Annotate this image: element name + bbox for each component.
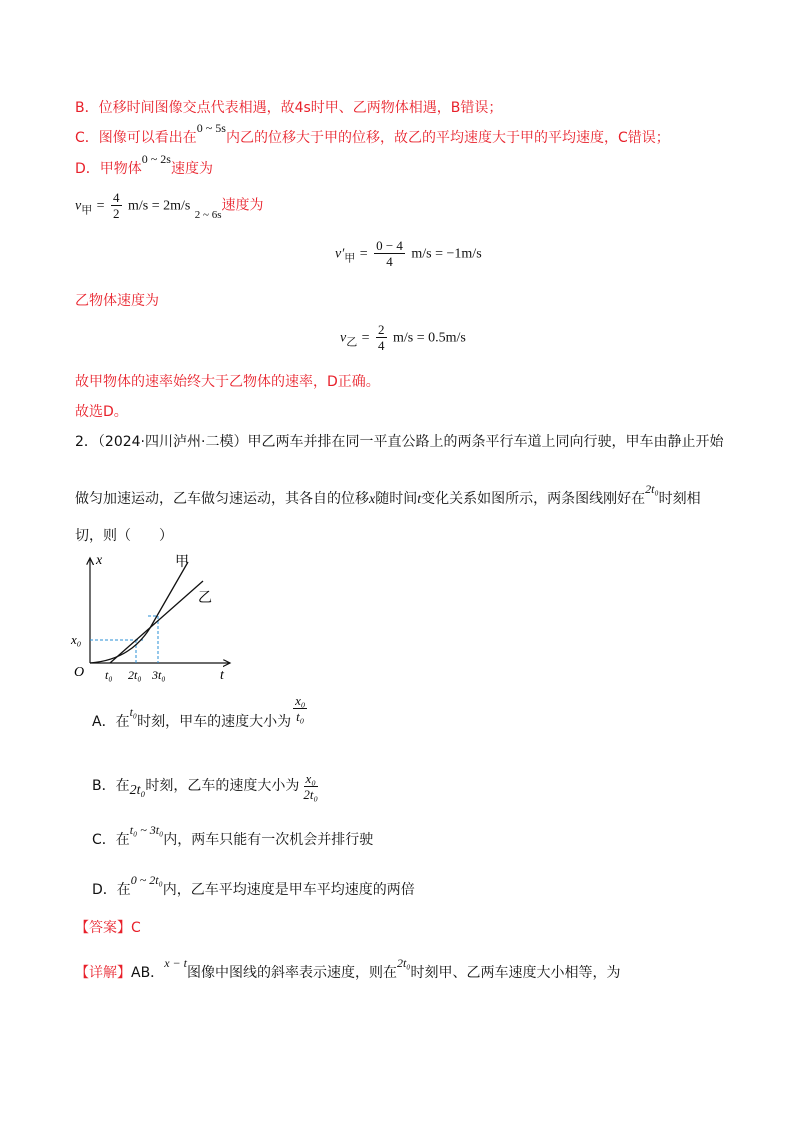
- question-line-3: 切，则（ ）: [75, 528, 173, 544]
- question-source: （2024·四川泸州·二模）: [97, 434, 248, 450]
- eq-sub: 甲: [81, 204, 93, 217]
- detail-text: 时刻甲、乙两车速度大小相等，为: [410, 965, 621, 981]
- question-text: 做匀加速运动，乙车做匀速运动，其各自的位移: [75, 491, 369, 507]
- text: D．甲物体: [75, 161, 142, 177]
- eq-sub: 甲: [344, 252, 356, 265]
- axis-label-t: t: [220, 668, 224, 683]
- eq-sub: 乙: [346, 336, 358, 349]
- question-line-2: [75, 484, 701, 515]
- text: 速度为: [170, 161, 213, 177]
- line-label-yi: 乙: [198, 591, 212, 606]
- math-2t0: 2t₀: [129, 783, 146, 798]
- option-text: C．在: [92, 832, 130, 848]
- tick-t0: t₀: [105, 668, 113, 682]
- fraction-den: 4: [386, 254, 393, 269]
- question-text: 甲乙两车并排在同一平直公路上的两条平行车道上同向行驶，甲车由静止开始: [247, 434, 724, 450]
- detail-label: 【详解】: [75, 965, 131, 981]
- option-fraction: [293, 693, 307, 724]
- option-c: [92, 822, 373, 858]
- fraction-num: x₀: [305, 770, 316, 786]
- option-text: 内，乙车平均速度是甲车平均速度的两倍: [162, 882, 415, 898]
- solution-line-d: [75, 152, 213, 179]
- question-text: 变化关系如图所示，两条图线刚好在: [421, 491, 646, 507]
- equation-v-jia: $v_甲$ = $\frac{4}{2}$ m/s = 2m/s $_{2 \sim 6s}$速度为: [75, 190, 264, 221]
- origin-label: O: [74, 665, 85, 680]
- fraction-num: 2: [378, 322, 385, 337]
- math-range: 0 ~ 5s: [196, 121, 226, 135]
- math-range: 0 ~ 2t₀: [130, 873, 163, 887]
- option-text: D．在: [92, 882, 131, 898]
- solution-selection: 故选D。: [75, 404, 128, 420]
- solution-line-b: B．位移时间图像交点代表相遇，故4s时甲、乙两物体相遇，B错误；: [75, 100, 503, 116]
- text: C．图像可以看出在: [75, 130, 197, 146]
- detail-text: 图像中图线的斜率表示速度，则在: [186, 965, 397, 981]
- fraction-den: 2: [113, 206, 120, 221]
- eq-lhs: v: [340, 330, 347, 346]
- option-a: [92, 692, 309, 740]
- axis-label-x: x: [96, 553, 103, 568]
- fraction-den: t₀: [296, 708, 305, 724]
- eq-rhs: m/s = 0.5m/s: [392, 330, 466, 346]
- tick-2t0: 2t₀: [128, 668, 142, 682]
- equation-v-yi: $v_乙$ = $\frac{2}{4}$ m/s = 0.5m/s: [340, 322, 466, 353]
- fraction-den: 2t₀: [303, 786, 319, 802]
- question-line-1: [75, 432, 723, 452]
- label-x0: x₀: [71, 632, 82, 647]
- var-t: t: [417, 492, 422, 507]
- eq-rhs: m/s = 2m/s: [127, 198, 191, 214]
- curve-jia: [90, 562, 188, 663]
- eq-fraction: [376, 322, 387, 353]
- eq-fraction: [374, 238, 405, 269]
- math-range: 0 ~ 2s: [141, 152, 171, 166]
- answer-line: [75, 918, 141, 938]
- solution-line-c: [75, 121, 670, 148]
- detail-line: [75, 958, 620, 988]
- eq-rhs: m/s = −1m/s: [411, 246, 482, 262]
- option-d: [92, 872, 415, 908]
- fraction-num: x₀: [295, 692, 306, 708]
- xt-graph: [70, 548, 250, 688]
- solution-line-yi: 乙物体速度为: [75, 293, 159, 309]
- curve-label-jia: 甲: [175, 555, 189, 570]
- eq-fraction: [111, 190, 122, 221]
- tick-3t0: 3t₀: [152, 668, 166, 682]
- solution-conclusion: 故甲物体的速率始终大于乙物体的速率，D正确。: [75, 374, 380, 390]
- math-range: t₀ ~ 3t₀: [129, 823, 164, 837]
- detail-text: AB．: [131, 965, 165, 981]
- question-text: 随时间: [375, 491, 418, 507]
- option-text: B．在: [92, 778, 130, 794]
- option-text: 内，两车只能有一次机会并排行驶: [163, 832, 374, 848]
- fraction-num: 0 − 4: [376, 238, 403, 253]
- text: 内乙的位移大于甲的位移，故乙的平均速度大于甲的平均速度，C错误；: [225, 130, 670, 146]
- option-fraction: [301, 771, 320, 802]
- math-t0: t₀: [129, 705, 138, 719]
- var-x: x: [369, 492, 376, 507]
- fraction-den: 4: [378, 338, 385, 353]
- answer-value: C: [131, 920, 141, 936]
- math-xt: x − t: [164, 956, 187, 970]
- eq-lhs: v: [75, 198, 82, 214]
- option-text: A．在: [92, 714, 130, 730]
- eq-lhs: v′: [335, 246, 345, 262]
- equation-v-jia-prime: $v'_甲$ = $\frac{0 - 4}{4}$ m/s = −1m/s: [335, 238, 482, 269]
- math-2t0: 2t₀: [645, 482, 659, 496]
- fraction-num: 4: [113, 190, 120, 205]
- option-text: 时刻，甲车的速度大小为: [137, 714, 292, 730]
- option-b: [92, 768, 322, 805]
- math-2t0: 2t₀: [396, 956, 411, 970]
- question-number: 2．: [75, 434, 98, 450]
- question-text: 时刻相: [658, 491, 701, 507]
- answer-label: 【答案】: [75, 920, 131, 936]
- option-text: 时刻，乙车的速度大小为: [145, 778, 300, 794]
- eq-tail: 速度为: [221, 197, 264, 214]
- line-yi: [110, 581, 203, 663]
- eq-range: 2 ~ 6s: [194, 208, 222, 221]
